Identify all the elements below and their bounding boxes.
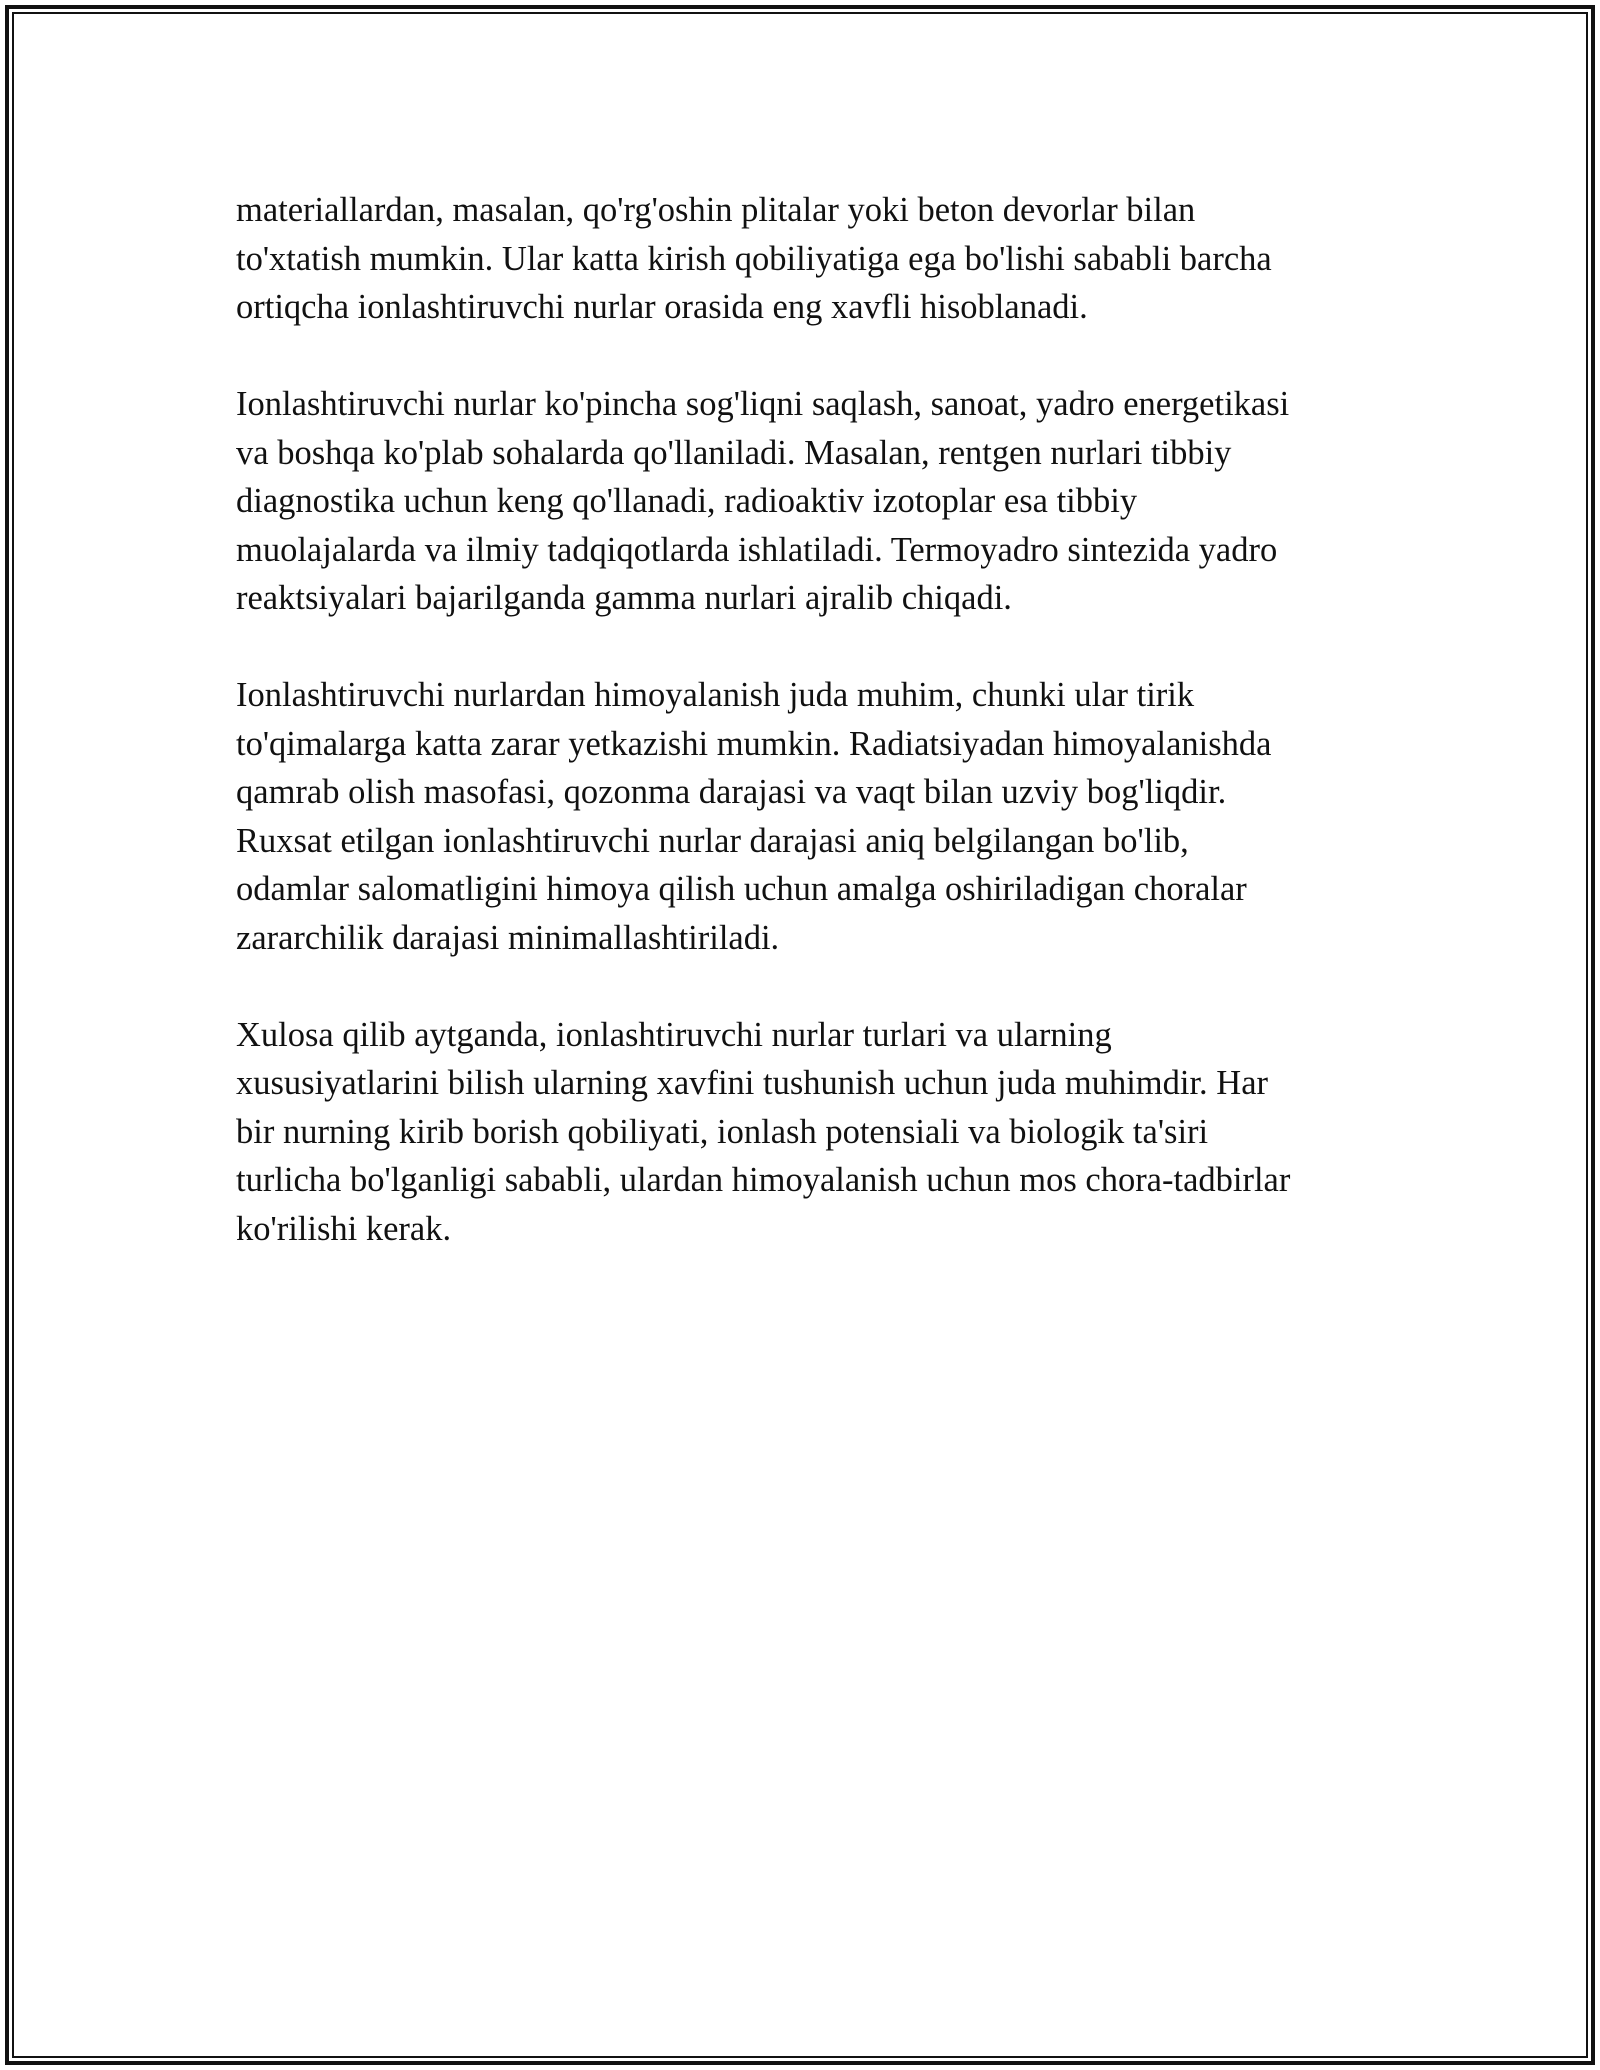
paragraph-shielding-materials: materiallardan, masalan, qo'rg'oshin plitalar yoki beton devorlar bilan to'xtatish mumkin. Ular katta kirish qobiliyatiga ega bo'lishi sababli barcha ortiqcha ionlashtiruvchi nurlar orasida eng xavfli hisoblanadi. <box>236 191 1272 326</box>
document-body <box>236 186 1386 1302</box>
paragraph-applications: Ionlashtiruvchi nurlar ko'pincha sog'liqni saqlash, sanoat, yadro energetikasi va boshqa ko'plab sohalarda qo'llaniladi. Masalan, rentgen nurlari tibbiy diagnostika uchun keng qo'llanadi, radioaktiv izotoplar esa tibbiy muolajalarda va ilmiy tadqiqotlarda ishlatiladi. Termoyadro sintezida yadro reaktsiyalari bajarilganda gamma nurlari ajralib chiqadi. <box>236 385 1290 617</box>
paragraph-protection: Ionlashtiruvchi nurlardan himoyalanish juda muhim, chunki ular tirik to'qimalarga katta zarar yetkazishi mumkin. Radiatsiyadan himoyalanishda qamrab olish masofasi, qozonma darajasi va vaqt bilan uzviy bog'liqdir. Ruxsat etilgan ionlashtiruvchi nurlar darajasi aniq belgilangan bo'lib, odamlar salomatligini himoya qilish uchun amalga oshiriladigan choralar zararchilik darajasi minimallashtiriladi. <box>236 676 1272 957</box>
paragraph-conclusion: Xulosa qilib aytganda, ionlashtiruvchi nurlar turlari va ularning xususiyatlarini bilish ularning xavfini tushunish uchun juda muhimdir. Har bir nurning kirib borish qobiliyati, ionlash potensiali va biologik ta'siri turlicha bo'lganligi sababli, ulardan himoyalanish uchun mos chora-tadbirlar ko'rilishi kerak. <box>236 1015 1291 1248</box>
